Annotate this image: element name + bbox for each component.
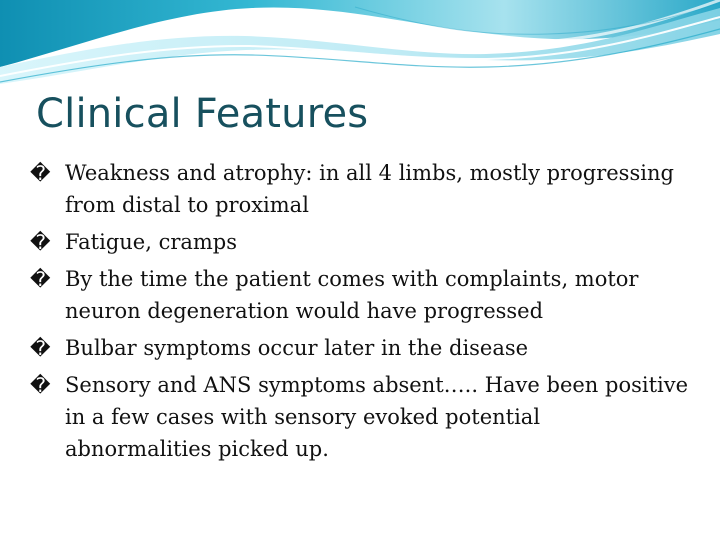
- bullet-item-sensory-ans-symptoms: [30, 369, 690, 465]
- bullet-marker-icon: �: [30, 336, 51, 360]
- bullet-marker-icon: �: [30, 373, 51, 397]
- bullet-item-weakness-atrophy: [30, 157, 690, 221]
- slide-title: Clinical Features: [36, 91, 369, 137]
- bullet-item-bulbar-symptoms: [30, 332, 690, 364]
- bullet-marker-icon: �: [30, 230, 51, 254]
- top-wave-decoration: [0, 0, 720, 95]
- bullet-text-bulbar-symptoms: Bulbar symptoms occur later in the disease: [65, 336, 529, 360]
- bullet-text-sensory-ans-symptoms: Sensory and ANS symptoms absent….. Have been positive in a few cases with sensory evoked potential abnormalities picked up.: [65, 373, 689, 461]
- bullet-marker-icon: �: [30, 161, 51, 185]
- bullet-item-fatigue-cramps: [30, 226, 690, 258]
- bullet-item-patient-complaints: [30, 263, 690, 327]
- bullet-text-weakness-atrophy: Weakness and atrophy: in all 4 limbs, mostly progressing from distal to proximal: [65, 161, 674, 217]
- bullet-text-patient-complaints: By the time the patient comes with complaints, motor neuron degeneration would have progressed: [65, 267, 639, 323]
- bullet-text-fatigue-cramps: Fatigue, cramps: [65, 230, 238, 254]
- clinical-features-list: [30, 157, 690, 470]
- bullet-marker-icon: �: [30, 267, 51, 291]
